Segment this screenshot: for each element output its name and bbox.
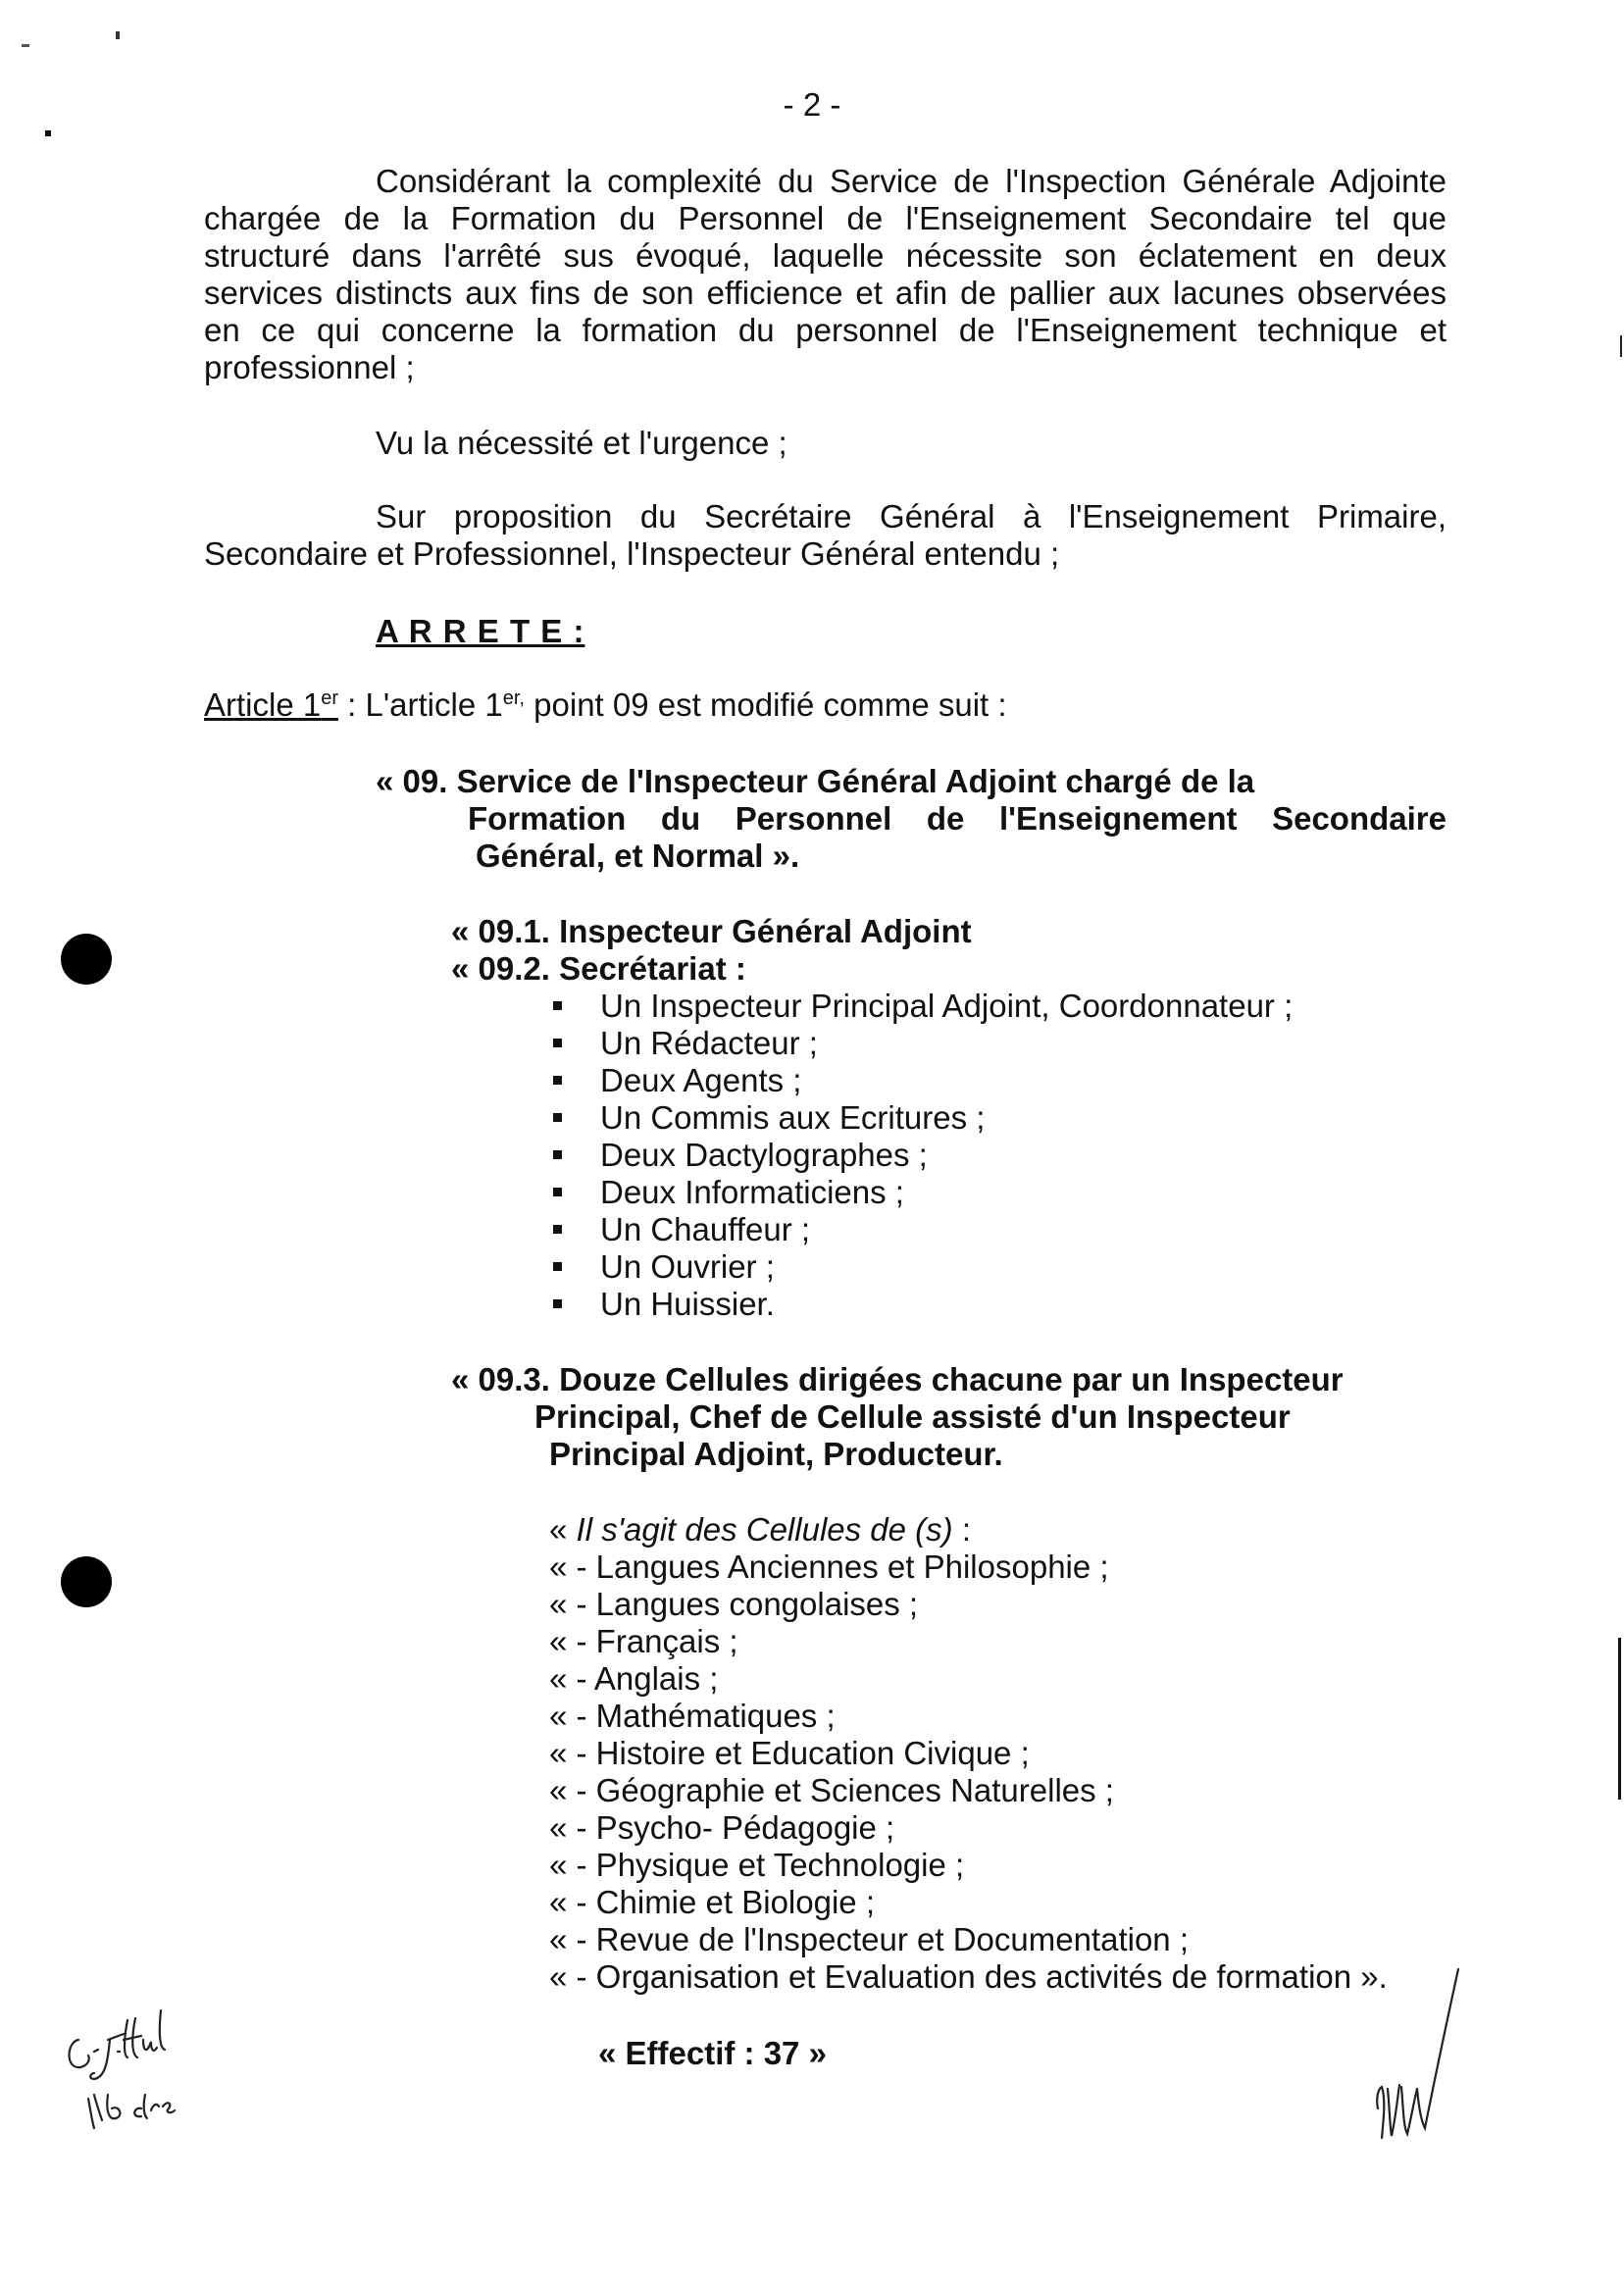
bullet-icon xyxy=(553,1262,562,1271)
section-09-3-line: Principal Adjoint, Producteur. xyxy=(549,1436,1003,1472)
signature xyxy=(1368,1961,1486,2158)
bullet-icon xyxy=(553,1113,562,1122)
paragraph-line: Considérant la complexité du Service de l'Inspection Générale Adjointe xyxy=(376,163,1446,199)
bullet-icon xyxy=(553,1299,562,1308)
paragraph-line: services distincts aux fins de son efficience et afin de pallier aux lacunes observées xyxy=(204,275,1446,311)
scan-mark xyxy=(116,31,120,39)
article-label: Article 1er xyxy=(204,686,339,723)
handwritten-initials xyxy=(59,2001,206,2138)
list-item: « - Organisation et Evaluation des activités de formation ». xyxy=(549,1958,1388,1995)
bullet-icon xyxy=(553,1225,562,1234)
page-number: - 2 - xyxy=(783,86,841,123)
bullet-icon xyxy=(553,1001,562,1010)
scan-mark xyxy=(22,44,29,47)
punch-hole xyxy=(61,934,112,985)
article-1-line: Article 1er : L'article $1^{er,}$ point 09 est modifié comme suit : xyxy=(204,686,1007,723)
punch-hole xyxy=(61,1556,112,1607)
paragraph-line: structuré dans l'arrêté sus évoqué, laquelle nécessite son éclatement en deux xyxy=(204,237,1446,274)
paragraph-line: Sur proposition du Secrétaire Général à l'Enseignement Primaire, xyxy=(376,498,1446,534)
list-item: « - Mathématiques ; xyxy=(549,1698,836,1734)
paragraph-line: Secondaire et Professionnel, l'Inspecteur Général entendu ; xyxy=(204,535,1060,572)
section-09-3-line: Principal, Chef de Cellule assisté d'un Inspecteur xyxy=(534,1398,1291,1435)
list-item: « - Langues congolaises ; xyxy=(549,1586,919,1622)
list-item: « - Langues Anciennes et Philosophie ; xyxy=(549,1549,1109,1585)
paragraph-vu: Vu la nécessité et l'urgence ; xyxy=(376,425,787,461)
effectif-total: « Effectif : 37 » xyxy=(598,2035,827,2071)
bullet-icon xyxy=(553,1188,562,1196)
section-09-line: Formation du Personnel de l'Enseignement Secondaire xyxy=(468,800,1446,837)
list-item: « - Anglais ; xyxy=(549,1660,719,1697)
paragraph-line: professionnel ; xyxy=(204,349,415,385)
section-09-3-line: « 09.3. Douze Cellules dirigées chacune par un Inspecteur xyxy=(451,1361,1344,1397)
section-09-1: « 09.1. Inspecteur Général Adjoint xyxy=(451,913,972,949)
list-item: « - Revue de l'Inspecteur et Documentation ; xyxy=(549,1921,1189,1957)
section-09-line: « 09. Service de l'Inspecteur Général Adjoint chargé de la xyxy=(376,763,1255,799)
list-item: « - Français ; xyxy=(549,1623,738,1659)
bullet-icon xyxy=(553,1039,562,1047)
cellules-intro: « Il s'agit des Cellules de (s) : xyxy=(549,1511,971,1548)
arrete-heading: A R R E T E : xyxy=(376,613,585,649)
scan-edge-mark xyxy=(1620,335,1622,357)
bullet-icon xyxy=(553,1076,562,1085)
section-09-line: Général, et Normal ». xyxy=(476,838,800,874)
list-item: « - Chimie et Biologie ; xyxy=(549,1884,875,1920)
list-item: « - Histoire et Education Civique ; xyxy=(549,1735,1030,1771)
list-item: « - Psycho- Pédagogie ; xyxy=(549,1809,895,1846)
list-item: « - Physique et Technologie ; xyxy=(549,1847,965,1883)
bullet-icon xyxy=(553,1150,562,1159)
scan-edge-mark xyxy=(1618,1638,1621,1800)
paragraph-line: chargée de la Formation du Personnel de l'Enseignement Secondaire tel que xyxy=(204,200,1446,236)
section-09-2: « 09.2. Secrétariat : xyxy=(451,950,746,987)
scan-mark xyxy=(45,130,51,136)
paragraph-line: en ce qui concerne la formation du personnel de l'Enseignement technique et xyxy=(204,312,1446,348)
list-item: « - Géographie et Sciences Naturelles ; xyxy=(549,1772,1114,1808)
